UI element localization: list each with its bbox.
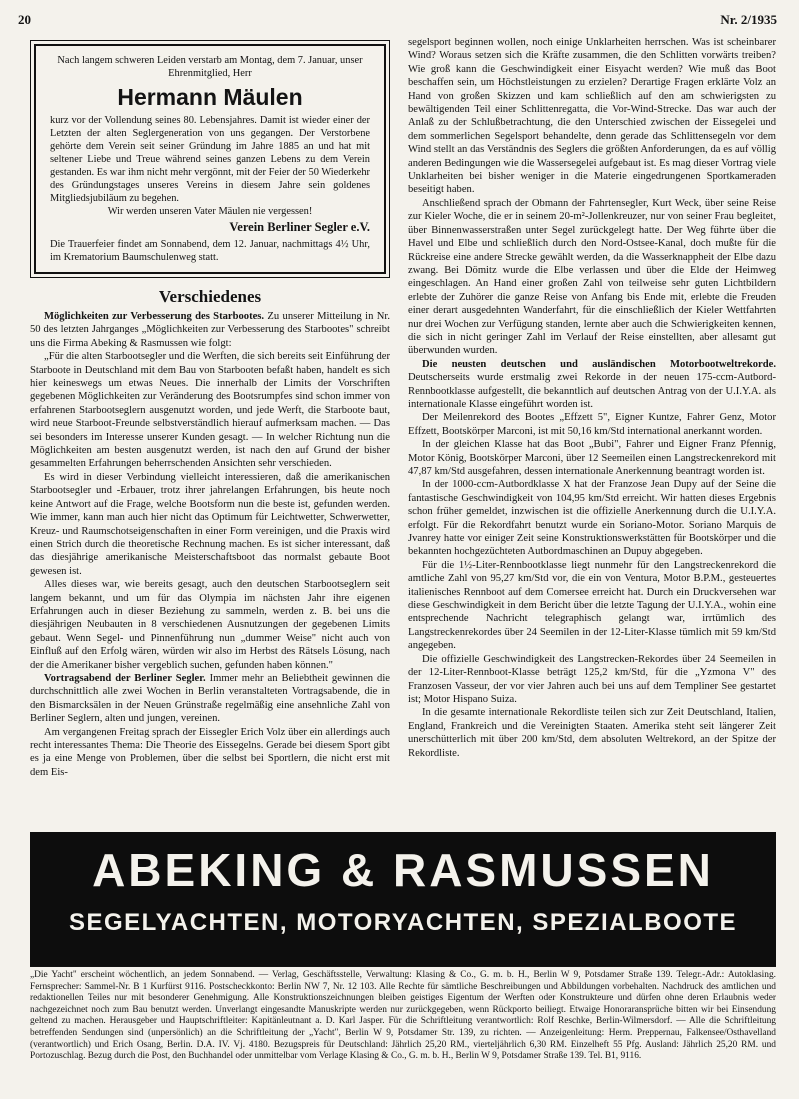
imprint-footer: „Die Yacht" erscheint wöchentlich, an jedem Sonnabend. — Verlag, Geschäftsstelle, Verwaltung: Klasing & Co., G. m. b. H., Berlin W 9, Potsdamer Straße 139. Telegr.-Adr.: Autoklasing. Fernsprecher: Sammel-Nr. B 1 Kurfürst 9116. Postscheckkonto: Berlin NW 7, Nr. 12 103. Alle Rechte für sämtliche Beschreibungen und Abbildungen vorbehalten. Nachdruck des amtlichen und redaktionellen Teiles nur mit besonderer Genehmigung. Alle Konstruktionszeichnungen bleiben geistiges Eigentum der Werften oder Konstrukteure und dürfen ohne deren Erlaubnis weder nachgezeichnet noch zum Bau benutzt werden. Unverlangt eingesandte Manuskripte werden nur zurückgegeben, wenn Rückporto beiliegt. Etwaige Honoraransprüche bitten wir bei Einsendung geltend zu machen. Herausgeber und Hauptschriftleiter: Kapitänleutnant a. D. Karl Jasper. Für die Schriftleitung verantwortlich: Rolf Reschke, Berlin-Wilmersdorf. — Alle die Schriftleitung betreffenden Sendungen sind (unpersönlich) an die Schriftleitung der „Yacht", Berlin W 9, Potsdamer Str. 139, zu richten. — Anzeigenleitung: Herm. Preppernau, Falkensee/Osthavelland (verantwortlich) und Erich Osang, Berlin. D.A. IV. Vj. 4180. Bezugspreis für Deutschland: Jährlich 25,20 RM., vierteljährlich 6,30 RM. Einzelheft 55 Pfg. Ausland: Jährlich 25,20 RM. und Portozuschlag. Bezug durch die Post, den Buchhandel oder unmittelbar vom Verlage Klasing & Co., G. m. b. H., Berlin W 9, Potsdamer Straße 139. Tel. B1, 9116. [30,966,776,1063]
paragraph-text: Der Meilenrekord des Bootes „Effzett 5", Eigner Kuntze, Fahrer Genz, Motor Effzett, Bootskörper Marconi, ist mit 50,16 km/Std international anerkannt worden. [408,412,776,437]
obituary-body: kurz vor der Vollendung seines 80. Lebensjahres. Damit ist wieder einer der Letzten der alten Seglergeneration von uns gegangen. Der Verstorbene gehörte dem Verein seit seiner Gründung im Jahre 1885 an und hat mit seltener Liebe und Treue während seines ganzen Lebens zu dem Verein gestanden. Es war ihm nicht mehr vergönnt, mit der Feier der 50 Wiederkehr des Gründungstages unseres Vereins in diesem Jahre sein goldenes Mitgliedsjubiläum zu begehen. [50,115,370,204]
obituary-notice [34,44,386,274]
paragraph [408,358,776,412]
paragraph-lead: Die neusten deutschen und ausländischen Motorbootweltrekorde. [422,358,776,370]
page-number: 20 [18,12,31,27]
paragraph-text: Deutscherseits wurde erstmalig zwei Rekorde in der neuen 175-ccm-Autbord-Rennbootklasse aufgestellt, die bekanntlich auf deutschen Antrag von der U.I.Y.A. als internationale Klasse eingeführt worden ist. [408,372,776,410]
paragraph [30,310,390,350]
issue-number: Nr. 2/1935 [720,12,777,27]
paragraph-text: „Für die alten Starbootsegler und die Werften, die sich bereits seit Einführung der Starboote in Deutschland mit dem Bau von Starbooten befaßt haben, handelt es sich hier keineswegs um etwas Neues. Die innerhalb der Limits der Vorschriften gegebenen Möglichkeiten zur Veränderung des Bootsrumpfes sind schon immer von erfahrenen Starbootseglern ausgenutzt worden, und jede Werft, die Starboote baut, wird neue Starboot-Freunde selbstverständlich hierauf aufmerksam machen. — Das sei besonders im Interesse unserer Kunden gesagt. — In welcher Richtung nun die Möglichkeiten am besten ausgenutzt werden, ist nach den auf Grund der bisher gesammelten Erfahrungen beherrschenden Ansichten sehr verschieden. [30,351,390,470]
paragraph-text: Am vergangenen Freitag sprach der Eissegler Erich Volz über ein allerdings auch recht interessantes Thema: Die Theorie des Eissegelns. Gerade bei diesem Sport gibt es ja eine Menge von Problemen, über die selbst bei Sportlern, die nicht erst mit dem Eis- [30,726,390,778]
obituary-intro: Nach langem schweren Leiden verstarb am Montag, dem 7. Januar, unser Ehrenmitglied, Herr [57,55,363,79]
paragraph [408,706,776,760]
paragraph [408,438,776,478]
paragraph-text: Die offizielle Geschwindigkeit des Langstrecken-Rekordes über 24 Seemeilen in der 12-Liter-Rennboot-Klasse beträgt 125,2 km/Std, für die „Yzmona V" des Franzosen Vasseur, der vor vier Jahren auch bei uns auf dem Templiner See gestartet ist; Motor Hispano Suiza. [408,653,776,705]
paragraph-text: Zu unserer Mitteilung in Nr. 50 des letzten Jahrganges „Möglichkeiten zur Verbesserung des Starbootes" schreibt uns die Firma Abeking & Rasmussen wie folgt: [30,311,390,349]
obituary-name: Hermann Mäulen [117,84,303,110]
abeking-rasmussen-advertisement [30,832,776,966]
section-heading: Verschiedenes [158,287,262,306]
paragraph [30,672,390,726]
obituary-remember: Wir werden unseren Vater Mäulen nie vergessen! [107,206,313,217]
paragraph [408,478,776,558]
paragraph [408,411,776,438]
paragraph [408,653,776,707]
paragraph-lead: Möglichkeiten zur Verbesserung des Starbootes. [44,311,265,322]
left-column [30,40,390,779]
paragraph [408,559,776,653]
advertisement-subtitle: SEGELYACHTEN, MOTORYACHTEN, SPEZIALBOOTE [68,909,738,936]
paragraph [30,726,390,780]
right-column [408,36,776,760]
paragraph [30,578,390,672]
paragraph-text: Alles dieses war, wie bereits gesagt, auch den deutschen Starbootseglern seit langem bekannt, und um für das Olympia im nächsten Jahr ihre eigenen Erfahrungen auch in dieser Beziehung zu sammeln, werden z. B. bei uns die diesjährigen Neubauten in 8 verschiedenen Ausnutzungen der gegebenen Limits gebaut. Wenn Segel- und Pinnenführung nun „dummer Weise" nicht auch von Einfluß auf den Erfolg wären, würden wir also im Herbst des Rätsels Lösung, nach der die Amerikaner bisher vergeblich suchen, gefunden haben können." [30,579,390,671]
paragraph-text: Anschließend sprach der Obmann der Fahrtensegler, Kurt Weck, über seine Reise zur Kieler Woche, die er in seinem 20-m²-Jollenkreuzer, nur von seiner Frau begleitet, über Binnenwasserstraßen unter Segel zurückgelegt hatte. Der Weg führte über die Havel und Elbe und schließlich durch den Nord-Ostsee-Kanal, doch mußte für die Rückreise eine andere Strecke gewählt werden, da die Wasserknappheit der Elbe dazu zwang. Bei Dömitz wurde die Elbe verlassen und über die Elde der Heimweg eingeschlagen. An Hand einer großen Zahl von teilweise sehr guten Lichtbildern erlebte der Zuhörer die ganze Reise von Anfang bis Ende mit, erlebte die Freuden einer derart ausgedehnten Wanderfahrt, für die einschließlich der Kieler Wettfahrten nur drei Wochen zur Verfügung standen, lernte aber auch die Schwierigkeiten kennen, die sich in nicht geringer Zahl im Verlauf der Reise einstellten, aber allesamt gut überwunden wurden. [408,197,776,357]
paragraph [30,471,390,578]
advertisement-title: ABEKING & RASMUSSEN [92,844,714,896]
obituary-signature: Verein Berliner Segler e.V. [229,220,370,234]
paragraph-text: In die gesamte internationale Rekordliste teilen sich zur Zeit Deutschland, Italien, England, Frankreich und die Vereinigten Staaten. Amerika steht seit längerer Zeit unerschütterlich mit über 200 km/Std, dem absoluten Weltrekord, an der Spitze der Rekordliste. [408,707,776,759]
paragraph [30,350,390,471]
left-article-body [30,310,390,779]
paragraph-text: segelsport beginnen wollen, noch einige Unklarheiten herrschen. Was ist scheinbarer Wind? Woraus setzen sich die Kräfte zusammen, die den Schlitten vorwärts treiben? Wie groß kann die Geschwindigkeit einer Eisyacht werden? Wie muß das Boot beschaffen sein, um Höchstleistungen zu erzielen? Derartige Fragen erklärte Volz an Hand von großen Skizzen und kam schließlich auf den am schwierigsten zu bewältigenden Teil einer Schlittenregatta, die Vor-Wind-Strecke. Das war auch der Anlaß zu der Schlußbetrachtung, die den Unterschied zwischen der Eissegelei und dem sommerlichen Segelsport behandelte, denn gerade das Schlittensegeln vor dem Wind stellt an das Verständnis des Seglers die größten Anforderungen, da es auf völlig anderen Bedingungen wie die Wassersegelei aufgebaut ist. Es mag dieser Vortrag viele Unklarheiten bei bisher weniger in die Materie eingedrungenen Sportkameraden beseitigt haben. [408,37,776,196]
paragraph-text: Es wird in dieser Verbindung vielleicht interessieren, daß die amerikanischen Starbootsegler und -Erbauer, trotz ihrer jahrelangen Erfahrungen, bis heute noch keine Antwort auf die Frage, welche Bootsform nun die beste ist, gefunden werden. Wie immer, kann man auch hier nicht das Optimum für Leichtwetter, Schwerwetter, Kreuz- und Raumschotseigenschaften in einer Form vereinigen, und die Praxis wird einen Strich durch die theoretische Rechnung machen. Es ist sicher interessant, daß das diesjährige amerikanische Meisterschaftsboot das normalst gebaute Boot gewesen ist. [30,471,390,577]
paragraph [408,197,776,358]
paragraph-text: Immer mehr an Beliebtheit gewinnen die durchschnittlich alle zwei Wochen in Berlin veranstalteten Vortragsabende, die in den Bismarcksälen in der Neuen Grünstraße regelmäßig eine ansehnliche Zahl von Berliner Seglern, alten und jungen, vereinen. [30,672,390,725]
paragraph-text: In der gleichen Klasse hat das Boot „Bubi", Fahrer und Eigner Franz Pfennig, Motor König, Bootskörper Marconi, über 12 Seemeilen einen Langstreckenrekord mit 47,87 km/Std ausgefahren, dessen internationale Anerkennung beantragt worden ist. [408,439,776,477]
paragraph [408,36,776,197]
paragraph-text: In der 1000-ccm-Autbordklasse X hat der Franzose Jean Dupy auf der Seine die fantastische Geschwindigkeit von 104,95 km/Std erreicht. Wir hatten dieses Ergebnis schon früher gemeldet, inzwischen ist die offizielle Anerkennung durch die U.I.Y.A. erfolgt. Für die Rekordfahrt benutzt wurde ein Soriano-Motor. Soriano Marquis de Jvanrey hatte vor einiger Zeit seine Konstruktionswerkstätten für Bootskörper und die bekannten hochgezüchteten Autbordmaschinen an Dupuy abgegeben. [408,479,776,558]
obituary-funeral: Die Trauerfeier findet am Sonnabend, dem 12. Januar, nachmittags 4½ Uhr, im Krematorium Baumschulenweg statt. [50,239,370,263]
paragraph-lead: Vortragsabend der Berliner Segler. [44,672,206,684]
paragraph-text: Für die 1½-Liter-Rennbootklasse liegt nunmehr für den Langstreckenrekord die amtliche Zahl von 95,27 km/Std vor, die ein von Ventura, Motor B.P.M., gesteuertes italienisches Rennboot auf dem Comersee erreicht hat. Durch ein Druckversehen war diese Geschwindigkeit in dem Bericht über die letzte Tagung der U.I.Y.A., wohin eine entsprechende Nachricht telegraphisch gelangt war, irrtümlich des Langstreckenrekordes über 24 Seemilen in der 12-Liter-Klasse tümlich mit 59 km/Std angegeben. [408,559,776,652]
